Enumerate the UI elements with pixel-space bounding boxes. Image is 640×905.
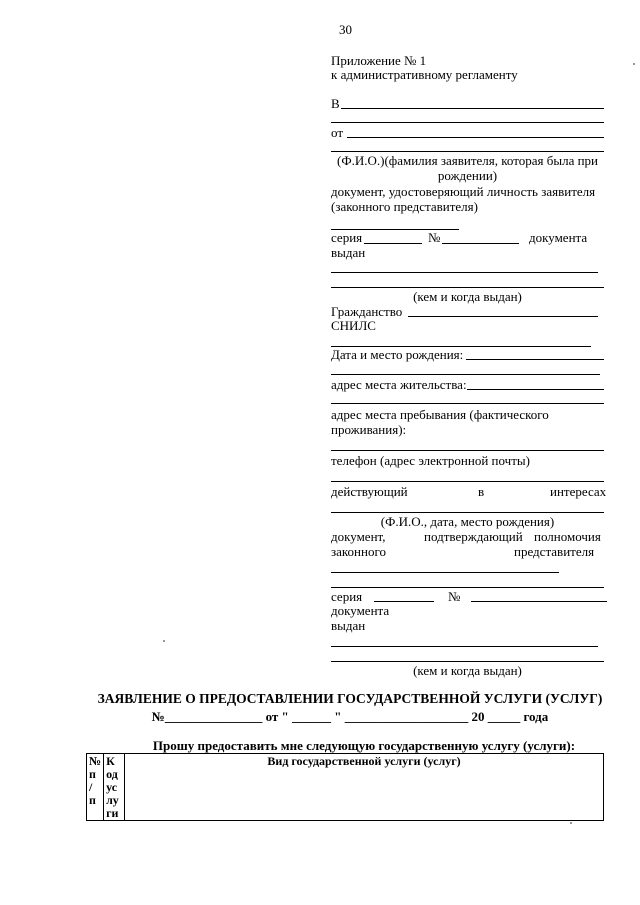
stay-address-line-2: проживания): (331, 422, 407, 437)
residence-field[interactable] (467, 389, 604, 390)
series2-field[interactable] (374, 601, 434, 602)
column-code-header (104, 754, 125, 821)
to-field-line-2[interactable] (331, 122, 604, 123)
phone-field[interactable] (331, 481, 604, 482)
residence-label: адрес места жительства: (331, 377, 467, 392)
authority-word-3: полномочия (534, 529, 601, 544)
snils-label: СНИЛС (331, 318, 376, 333)
citizenship-field[interactable] (408, 316, 598, 317)
column-number-line: п (89, 767, 96, 781)
birth-field[interactable] (466, 359, 604, 360)
scan-speck (633, 63, 635, 65)
authority-doc-field-1[interactable] (331, 572, 559, 573)
issued-label: выдан (331, 245, 366, 260)
birth-field-line-2[interactable] (331, 374, 600, 375)
from-label: от (331, 125, 344, 140)
residence-field-line-2[interactable] (331, 403, 604, 404)
column-code-line: лу (106, 793, 119, 807)
document-label: документа (529, 230, 588, 245)
number2-label: № (448, 589, 461, 604)
issued2-field-1[interactable] (331, 646, 598, 647)
series-field[interactable] (364, 243, 422, 244)
column-number-line: / (89, 780, 93, 794)
column-number-line: № (89, 754, 102, 768)
legal-word-1: законного (331, 544, 386, 559)
authority-word-1: документ, (331, 529, 386, 544)
phone-label: телефон (адрес электронной почты) (331, 453, 530, 468)
identity-doc-line-1: документ, удостоверяющий личность заявителя (331, 184, 596, 199)
fio-note-2: рождении) (437, 168, 498, 183)
stay-address-field[interactable] (331, 450, 604, 451)
birth-label: Дата и место рождения: (331, 347, 464, 362)
services-table (86, 753, 604, 821)
appendix-regulation: к административному регламенту (331, 67, 518, 82)
stay-address-line-1: адрес места пребывания (фактического (331, 407, 549, 422)
series-label: серия (331, 230, 363, 245)
scan-speck (163, 640, 165, 642)
to-field[interactable] (341, 108, 604, 109)
column-code-line: ги (106, 806, 119, 820)
acting-word-1: действующий (331, 484, 408, 499)
number2-field[interactable] (471, 601, 607, 602)
column-code-line: К (106, 754, 115, 768)
issued-field-1[interactable] (331, 272, 598, 273)
issued-note: (кем и когда выдан) (413, 289, 522, 304)
series2-label: серия (331, 589, 363, 604)
issued2-label: выдан (331, 618, 366, 633)
appendix-number: Приложение № 1 (331, 53, 427, 68)
citizenship-label: Гражданство (331, 304, 403, 319)
column-service-type-header (125, 754, 604, 821)
acting-word-3: интересах (550, 484, 607, 499)
representative-note: (Ф.И.О., дата, место рождения) (380, 514, 555, 529)
authority-doc-field-2[interactable] (331, 587, 604, 588)
issued2-note: (кем и когда выдан) (413, 663, 522, 678)
representative-field[interactable] (331, 512, 604, 513)
application-title: ЗАЯВЛЕНИЕ О ПРЕДОСТАВЛЕНИИ ГОСУДАРСТВЕННОЙ УСЛУГИ (УСЛУГ) (97, 691, 603, 706)
issued-field-2[interactable] (331, 287, 604, 288)
document2-label: документа (331, 603, 390, 618)
from-field[interactable] (347, 137, 604, 138)
application-number-line: №_______________ от " ______ " ___________________ 20 _____ года (151, 709, 549, 724)
number-field[interactable] (442, 243, 519, 244)
column-code-line: од (106, 767, 118, 781)
authority-word-2: подтверждающий (424, 529, 523, 544)
from-field-line-2[interactable] (331, 151, 604, 152)
identity-doc-line-2: (законного представителя) (331, 199, 478, 214)
to-label: В (331, 96, 340, 111)
acting-word-2: в (478, 484, 485, 499)
column-code-line: ус (106, 780, 118, 794)
column-number-header (87, 754, 104, 821)
scan-speck (570, 822, 572, 824)
issued2-field-2[interactable] (331, 661, 604, 662)
page-number: 30 (339, 22, 352, 37)
column-number-line: п (89, 793, 96, 807)
number-label: № (428, 230, 441, 245)
fio-note-1: (Ф.И.О.)(фамилия заявителя, которая была при (337, 153, 598, 168)
column-service-type-label: Вид государственной услуги (услуг) (267, 754, 461, 768)
table-row (87, 754, 604, 821)
legal-word-2: представителя (514, 544, 595, 559)
request-text: Прошу предоставить мне следующую государственную услугу (услуги): (152, 738, 576, 753)
